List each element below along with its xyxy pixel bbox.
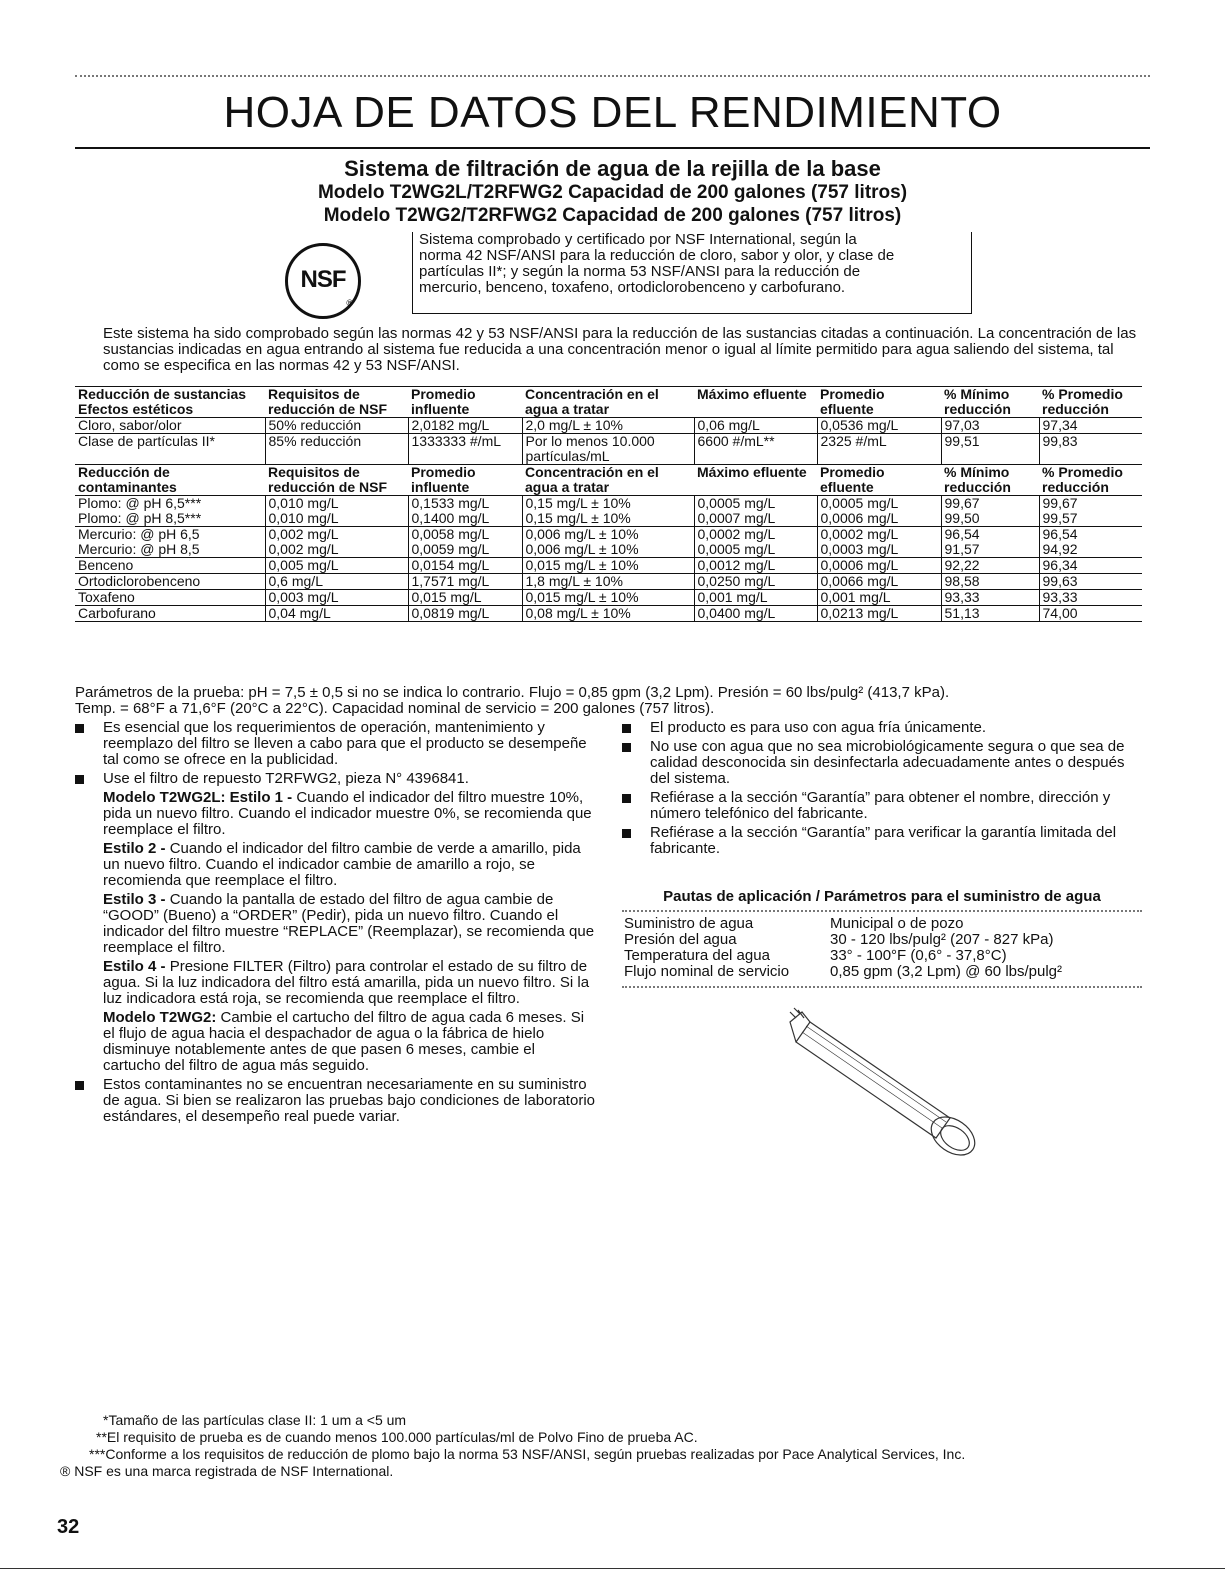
table-cell: 0,015 mg/L ± 10%: [522, 558, 694, 574]
table-cell: 98,58: [941, 574, 1039, 590]
table-cell: Ortodiclorobenceno: [75, 574, 265, 590]
bullet-icon: [75, 1081, 84, 1090]
table-cell: 2,0 mg/L ± 10%: [522, 418, 694, 434]
table-cell: Mercurio: @ pH 8,5: [75, 542, 265, 558]
params-line: Parámetros de la prueba: pH = 7,5 ± 0,5 si no se indica lo contrario. Flujo = 0,85 gpm (3,2 Lpm). Presión = 60 lbs/pulg² (413,7 kPa).: [75, 684, 950, 701]
table-cell: 0,6 mg/L: [265, 574, 408, 590]
table-cell: 93,33: [941, 590, 1039, 606]
table-cell: 96,54: [1039, 527, 1142, 543]
table-cell: 0,0250 mg/L: [694, 574, 817, 590]
guide-table: [624, 916, 1142, 980]
bullet-item: Estos contaminantes no se encuentran necesariamente en su suministro de agua. Si bien se realizaron las pruebas bajo condiciones de laboratorio estándares, el desempeño real puede variar.: [75, 1077, 595, 1125]
bullet-icon: [622, 829, 631, 838]
table-cell: 0,0154 mg/L: [408, 558, 522, 574]
model2-heading: Modelo T2WG2/T2RFWG2 Capacidad de 200 galones (757 litros): [323, 205, 902, 226]
table-cell: Cloro, sabor/olor: [75, 418, 265, 434]
filter-cartridge-illustration: [780, 1000, 1000, 1160]
table-cell: 0,04 mg/L: [265, 606, 408, 622]
table-cell: Plomo: @ pH 8,5***: [75, 511, 265, 527]
style-paragraph: Modelo T2WG2L: Estilo 1 - Cuando el indicador del filtro muestre 10%, pida un nuevo filtro. Cuando el indicador muestre 0%, se recomienda que reemplace el filtro.: [103, 789, 592, 838]
header-cell: Promedio efluente: [817, 465, 941, 496]
nsf-logo-text: NSF: [300, 266, 346, 293]
table-cell: 92,22: [941, 558, 1039, 574]
table-cell: 94,92: [1039, 542, 1142, 558]
table-cell: 99,57: [1039, 511, 1142, 527]
table-cell: 99,83: [1039, 434, 1142, 465]
style-paragraph: Estilo 2 - Cuando el indicador del filtro cambie de verde a amarillo, pida un nuevo filtro. Cuando el indicador cambie de amarillo a rojo, se recomienda que reemplace el filtro.: [103, 840, 581, 889]
model-paragraph: Modelo T2WG2: Cambie el cartucho del filtro de agua cada 6 meses. Si el flujo de agua hacia el despachador de agua o la fábrica de hielo disminuye notablemente antes de que pasen 6 meses, cambie el cartucho del filtro de agua más seguido.: [103, 1009, 585, 1074]
bottom-rule: [0, 1568, 1225, 1569]
table-cell: 0,003 mg/L: [265, 590, 408, 606]
table-cell: 0,001 mg/L: [817, 590, 941, 606]
header-cell: % Promedio reducción: [1039, 465, 1142, 496]
table-row: [75, 418, 1142, 434]
table-cell: 1,8 mg/L ± 10%: [522, 574, 694, 590]
header-cell: Concentración en el agua a tratar: [522, 465, 694, 496]
style-paragraph: Estilo 3 - Cuando la pantalla de estado del filtro de agua cambie de “GOOD” (Bueno) a “ORDER” (Pedir), pida un nuevo filtro. Cuando el indicador del filtro muestre “REPLACE” (Reemplazar), se recomienda que reemplace el filtro.: [103, 891, 595, 956]
table-cell: 0,0005 mg/L: [817, 496, 941, 512]
header-cell: Reducción de sustancias Efectos estéticos: [75, 387, 265, 418]
table-cell: 96,34: [1039, 558, 1142, 574]
table-cell: 0,002 mg/L: [265, 527, 408, 543]
footnote: **El requisito de prueba es de cuando menos 100.000 partículas/ml de Polvo Fino de prueba AC.: [96, 1429, 698, 1445]
table-cell: 97,03: [941, 418, 1039, 434]
table-row: [75, 434, 1142, 465]
right-column: [622, 720, 1142, 860]
bullet-item: El producto es para uso con agua fría únicamente.: [622, 720, 1142, 736]
style-paragraph: Estilo 4 - Presione FILTER (Filtro) para controlar el estado de su filtro de agua. Si la luz indicadora del filtro está amarilla, pida un nuevo filtro. Si la luz indicadora está roja, se recomienda que reemplace el filtro.: [103, 958, 590, 1007]
table-cell: 0,0005 mg/L: [694, 542, 817, 558]
performance-table: [75, 386, 1142, 622]
bullet-item: Refiérase a la sección “Garantía” para obtener el nombre, dirección y número telefónico del fabricante.: [622, 790, 1142, 822]
table-cell: 0,005 mg/L: [265, 558, 408, 574]
table-cell: 99,67: [1039, 496, 1142, 512]
table-cell: 99,50: [941, 511, 1039, 527]
header-cell: Promedio influente: [408, 387, 522, 418]
guide-row: Temperatura del agua 33° - 100°F (0,6° - 37,8°C): [624, 947, 1007, 964]
table-cell: 0,002 mg/L: [265, 542, 408, 558]
table-cell: Por lo menos 10.000 partículas/mL: [522, 434, 694, 465]
footnote: *Tamaño de las partículas clase II: 1 um a <5 um: [103, 1412, 407, 1428]
table-cell: 50% reducción: [265, 418, 408, 434]
table-cell: 0,001 mg/L: [694, 590, 817, 606]
table-cell: 97,34: [1039, 418, 1142, 434]
table-cell: 0,0536 mg/L: [817, 418, 941, 434]
table-cell: 0,0002 mg/L: [817, 527, 941, 543]
table-row: [75, 527, 1142, 543]
header-cell: % Promedio reducción: [1039, 387, 1142, 418]
table-cell: 0,010 mg/L: [265, 496, 408, 512]
header-cell: Requisitos de reducción de NSF: [265, 387, 408, 418]
table-cell: 2,0182 mg/L: [408, 418, 522, 434]
table-cell: 0,06 mg/L: [694, 418, 817, 434]
bullet-icon: [75, 724, 84, 733]
table-cell: Mercurio: @ pH 6,5: [75, 527, 265, 543]
table-cell: 1333333 #/mL: [408, 434, 522, 465]
bullet-icon: [622, 724, 631, 733]
table-cell: Clase de partículas II*: [75, 434, 265, 465]
table-cell: Carbofurano: [75, 606, 265, 622]
table-cell: 0,15 mg/L ± 10%: [522, 511, 694, 527]
table-cell: 0,015 mg/L: [408, 590, 522, 606]
footnote: ***Conforme a los requisitos de reducción de plomo bajo la norma 53 NSF/ANSI, según pruebas realizadas por Pace Analytical Services, Inc.: [89, 1446, 966, 1462]
bullet-icon: [622, 794, 631, 803]
header-cell: % Mínimo reducción: [941, 465, 1039, 496]
header-cell: Máximo efluente: [694, 387, 817, 418]
aesthetic-header-row: [75, 387, 1142, 418]
guide-row: Flujo nominal de servicio 0,85 gpm (3,2 Lpm) @ 60 lbs/pulg²: [624, 963, 1063, 980]
table-cell: 99,67: [941, 496, 1039, 512]
table-cell: 0,0007 mg/L: [694, 511, 817, 527]
footnotes: [60, 1412, 1160, 1480]
table-row: [75, 574, 1142, 590]
footnote: ® NSF es una marca registrada de NSF International.: [60, 1463, 394, 1479]
system-heading: Sistema de filtración de agua de la rejilla de la base: [344, 156, 881, 181]
bullet-icon: [75, 775, 84, 784]
table-cell: 0,0006 mg/L: [817, 511, 941, 527]
header-cell: Promedio efluente: [817, 387, 941, 418]
model1-heading: Modelo T2WG2L/T2RFWG2 Capacidad de 200 galones (757 litros): [317, 182, 908, 203]
header-cell: Reducción de contaminantes: [75, 465, 265, 496]
guide-row: Suministro de agua Municipal o de pozo: [624, 915, 964, 932]
page-title: HOJA DE DATOS DEL RENDIMIENTO: [223, 88, 1002, 137]
table-cell: 0,0005 mg/L: [694, 496, 817, 512]
cert-line: partículas II*; y según la norma 53 NSF/ANSI para la reducción de: [419, 263, 861, 280]
table-cell: Benceno: [75, 558, 265, 574]
table-cell: Plomo: @ pH 6,5***: [75, 496, 265, 512]
table-cell: 0,0003 mg/L: [817, 542, 941, 558]
table-cell: 96,54: [941, 527, 1039, 543]
table-row: [75, 542, 1142, 558]
cert-line: norma 42 NSF/ANSI para la reducción de cloro, sabor y olor, y clase de: [419, 247, 895, 264]
table-row: [75, 590, 1142, 606]
header-cell: Requisitos de reducción de NSF: [265, 465, 408, 496]
contaminants-header-row: [75, 465, 1142, 496]
guide-top-rule: [622, 910, 1142, 912]
header-cell: Máximo efluente: [694, 465, 817, 496]
table-cell: 2325 #/mL: [817, 434, 941, 465]
guide-row: Presión del agua 30 - 120 lbs/pulg² (207 - 827 kPa): [624, 931, 1054, 948]
guide-title: Pautas de aplicación / Parámetros para el suministro de agua: [663, 888, 1101, 905]
certification-box: [412, 232, 972, 314]
table-cell: 0,0002 mg/L: [694, 527, 817, 543]
top-dotted-rule: [75, 75, 1150, 77]
table-cell: 0,006 mg/L ± 10%: [522, 527, 694, 543]
table-cell: 99,51: [941, 434, 1039, 465]
header-cell: % Mínimo reducción: [941, 387, 1039, 418]
page-number: 32: [57, 1516, 80, 1538]
table-cell: 0,1533 mg/L: [408, 496, 522, 512]
guide-bottom-rule: [622, 986, 1142, 988]
table-row: [75, 558, 1142, 574]
table-cell: 51,13: [941, 606, 1039, 622]
table-cell: 0,1400 mg/L: [408, 511, 522, 527]
table-cell: 0,0213 mg/L: [817, 606, 941, 622]
table-cell: 6600 #/mL**: [694, 434, 817, 465]
bullet-item: Use el filtro de repuesto T2RFWG2, pieza N° 4396841.: [75, 771, 595, 787]
nsf-logo: NSF ®: [285, 243, 361, 319]
table-cell: Toxafeno: [75, 590, 265, 606]
table-row: [75, 496, 1142, 512]
table-cell: 0,0058 mg/L: [408, 527, 522, 543]
test-parameters: [75, 685, 1145, 717]
contaminant-rows: [75, 496, 1142, 622]
table-cell: 99,63: [1039, 574, 1142, 590]
table-cell: 0,0012 mg/L: [694, 558, 817, 574]
table-cell: 0,0059 mg/L: [408, 542, 522, 558]
left-column: [75, 720, 595, 1128]
table-cell: 0,0400 mg/L: [694, 606, 817, 622]
table-cell: 0,010 mg/L: [265, 511, 408, 527]
bullet-item: Es esencial que los requerimientos de operación, mantenimiento y reemplazo del filtro se lleven a cabo para que el producto se desempeñe tal como se ofrece en la publicidad.: [75, 720, 595, 768]
table-cell: 91,57: [941, 542, 1039, 558]
bullet-icon: [622, 743, 631, 752]
header-cell: Promedio influente: [408, 465, 522, 496]
intro-paragraph: Este sistema ha sido comprobado según las normas 42 y 53 NSF/ANSI para la reducción de las sustancias citadas a continuación. La concentración de las sustancias indicadas en agua entrando al sistema fue reducida a una concentración menor o igual al límite permitido para agua saliendo del sistema, tal como se especifica en las normas 42 y 53 NSF/ANSI.: [103, 325, 1137, 374]
bullet-item: Refiérase a la sección “Garantía” para verificar la garantía limitada del fabricante.: [622, 825, 1142, 857]
table-cell: 1,7571 mg/L: [408, 574, 522, 590]
table-cell: 74,00: [1039, 606, 1142, 622]
table-cell: 0,0819 mg/L: [408, 606, 522, 622]
header-cell: Concentración en el agua a tratar: [522, 387, 694, 418]
bullet-item: No use con agua que no sea microbiológicamente segura o que sea de calidad desconocida sin desinfectarla adecuadamente antes o después del sistema.: [622, 739, 1142, 787]
table-cell: 93,33: [1039, 590, 1142, 606]
cert-line: Sistema comprobado y certificado por NSF International, según la: [419, 231, 857, 248]
table-cell: 0,006 mg/L ± 10%: [522, 542, 694, 558]
table-row: [75, 606, 1142, 622]
table-row: [75, 511, 1142, 527]
table-cell: 0,15 mg/L ± 10%: [522, 496, 694, 512]
table-cell: 85% reducción: [265, 434, 408, 465]
table-cell: 0,0006 mg/L: [817, 558, 941, 574]
title-rule: [75, 147, 1150, 149]
params-line: Temp. = 68°F a 71,6°F (20°C a 22°C). Capacidad nominal de servicio = 200 galones (757 litros).: [75, 700, 715, 717]
table-cell: 0,015 mg/L ± 10%: [522, 590, 694, 606]
table-cell: 0,08 mg/L ± 10%: [522, 606, 694, 622]
cert-line: mercurio, benceno, toxafeno, ortodiclorobenceno y carbofurano.: [419, 279, 846, 296]
table-cell: 0,0066 mg/L: [817, 574, 941, 590]
